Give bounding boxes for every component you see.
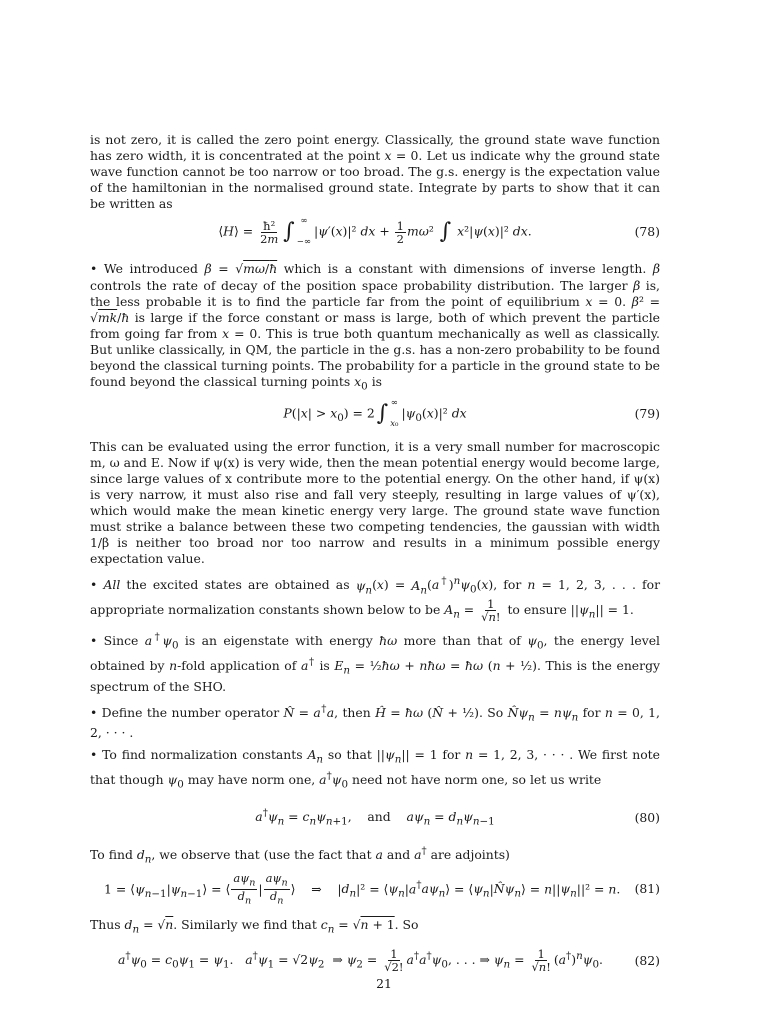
paragraph-normalization: • To find normalization constants $A_n$ so that $||\psi_n|| = 1$ for n = 1, 2, 3, · · · . We first note that though $\psi_0$ may have norm one, $a^\dagger\psi_0$ need not have norm one, so let us write xyxy=(90,747,660,791)
equation-82-number: (82) xyxy=(634,952,660,968)
paragraph-number-operator: • Define the number operator N̂ = a†a, then Ĥ = ħω (N̂ + ½). So $N̂\psi_n = n\psi_n$ for n = 0, 1, 2, · · · . xyxy=(90,702,660,741)
paragraph-find-dn: To find $d_n$, we observe that (use the fact that a and a† are adjoints) xyxy=(90,844,510,866)
equation-80 xyxy=(90,793,660,843)
equation-79-number: (79) xyxy=(634,405,660,421)
equation-79 xyxy=(90,395,660,433)
equation-80-body: $a^\dagger\psi_n = c_n\psi_{n+1}$, and $a\psi_n = d_n\psi_{n-1}$ xyxy=(255,807,495,828)
equation-79-body: $P(|x| > x_0) = 2\int$ ∞ x₀ $|\psi_0(x)|^2$ dx xyxy=(283,397,467,429)
page-content xyxy=(90,132,660,984)
equation-78-number: (78) xyxy=(634,224,660,240)
page-number: 21 xyxy=(376,976,392,991)
paragraph-energy-spectrum: • Since $a^\dagger\psi_0$ is an eigenstate with energy ħω more than that of $\psi_0$, the energy level obtained by n-fold application of a† is $E_n$ = ½ħω + nħω = ħω (n + ½). This is the energy spectrum of the SHO. xyxy=(90,631,661,694)
equation-78-body: ⟨H⟩ = $\frac{\text{ħ²}}{2m}$ ∫ ∞ −∞ |ψ′(x)|² dx + $\frac{1}{2}$ mω² ∫ x²|ψ(x)|² dx. xyxy=(218,216,532,248)
paragraph-beta: • We introduced β = √mω/ħ which is a constant with dimensions of inverse length. β controls the rate of decay of the position space probability distribution. The larger β is, the less probable it is to find the particle far from the point of equilibrium x = 0. β² = √mk/ħ is large if the force constant or mass is large, both of which prevent the particle from going far from x = 0. This is true both quantum mechanically as well as classically. But unlike classically, in QM, the particle in the g.s. has a non-zero probability to be found beyond the classical turning points. The probability for a particle in the ground state to be found beyond the classical turning points $x_0$ is xyxy=(90,261,661,393)
equation-81 xyxy=(90,867,660,911)
equation-82-body: $a^\dagger\psi_0 = c_0\psi_1 = \psi_1$. $a^\dagger\psi_1 = √2\psi_2$ ⇒ $\psi_2$ = $\frac{1}{√2!}$ $a^\dagger a^\dagger\psi_0$, . . . ⇒ $\psi_n$ = $\frac{1}{√n!}$ $(a^\dagger)^n\psi_0$. xyxy=(118,947,603,975)
paragraph-error-function: This can be evaluated using the error function, it is a very small number for macroscopic m, ω and E. Now if ψ(x) is very wide, then the mean potential energy would become large, since large values of x contribute more to the potential energy. On the other hand, if ψ(x) is very narrow, it must also rise and fall very steeply, resulting in large values of ψ′(x), which would make the mean kinetic energy very large. The ground state wave function must strike a balance between these two competing tendencies, the gaussian with width 1/β is neither too broad nor too narrow and results in a minimum possible energy expectation value. xyxy=(90,438,660,567)
paragraph-thus-dn: Thus $d_n = √n$. Similarly we find that $c_n = √n + 1$. So xyxy=(90,917,419,936)
equation-80-number: (80) xyxy=(634,809,660,825)
equation-81-number: (81) xyxy=(634,881,660,897)
equation-81-body: $1 = ⟨\psi_{n-1}|\psi_{n-1}⟩$ = ⟨ $\frac{a\psi_n}{d_n}$ | $\frac{a\psi_n}{d_n}$ ⟩ ⇒ $|d_n|^2$ = $⟨\psi_n|a^\dagger a\psi_n⟩$ = $⟨\psi_n|N̂\psi_n⟩ = n||\psi_n||^2 = n$. xyxy=(104,870,621,907)
paragraph-zero-point-energy: is not zero, it is called the zero point energy. Classically, the ground state wave function has zero width, it is concentrated at the point x = 0. Let us indicate why the ground state wave function cannot be too narrow or too broad. The g.s. energy is the expectation value of the hamiltonian in the normalised ground state. Integrate by parts to show that it can be written as xyxy=(90,132,660,212)
equation-78 xyxy=(90,212,660,252)
paragraph-excited-states: • All the excited states are obtained as $\psi_n(x) = A_n(a^\dagger)^n\psi_0(x)$, for n = 1, 2, 3, . . . for appropriate normalization constants shown below to be $A_n$ = $\frac{1}{√n!}$ to ensure $||\psi_n|| = 1$. xyxy=(90,575,661,625)
